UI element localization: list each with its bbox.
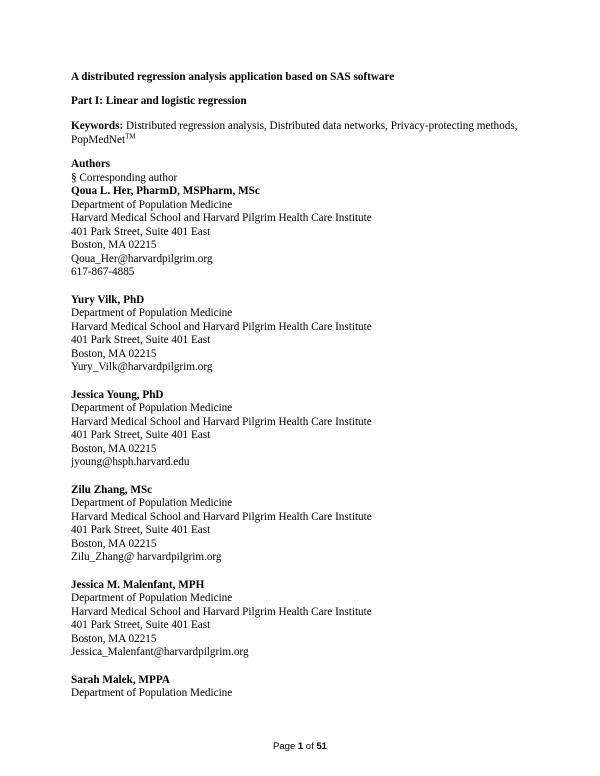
author-street: 401 Park Street, Suite 401 East [71, 334, 211, 346]
author-city: Boston, MA 02215 [71, 442, 157, 455]
page-label: Page [273, 741, 298, 752]
keywords [71, 120, 541, 147]
author-department: Department of Population Medicine [71, 687, 233, 699]
author-organization: Harvard Medical School and Harvard Pilgrim Health Care Institute [71, 605, 372, 618]
author-street: 401 Park Street, Suite 401 East [71, 524, 211, 536]
author-department: Department of Population Medicine [71, 402, 233, 414]
author-name: Zilu Zhang, MSc [71, 483, 153, 496]
author-city: Boston, MA 02215 [71, 537, 157, 550]
page-of-label: of [303, 741, 317, 752]
document-title: A distributed regression analysis application based on SAS software [71, 71, 395, 83]
author-name: Qoua L. Her, PharmD, MSPharm, MSc [71, 185, 260, 197]
page-current: 1 [297, 741, 304, 752]
author-entry [71, 294, 541, 375]
author-entry [71, 484, 541, 565]
author-city: Boston, MA 02215 [71, 347, 157, 360]
author-name: Sarah Malek, MPPA [71, 673, 170, 686]
author-organization: Harvard Medical School and Harvard Pilgrim Health Care Institute [71, 510, 372, 523]
author-entry [71, 185, 541, 280]
author-name: Jessica Young, PhD [71, 388, 164, 401]
author-name: Jessica M. Malenfant, MPH [71, 578, 205, 591]
page-content [71, 71, 541, 715]
author-street: 401 Park Street, Suite 401 East [71, 225, 211, 238]
author-email: Qoua_Her@harvardpilgrim.org [71, 252, 213, 265]
author-entry [71, 579, 541, 660]
author-street: 401 Park Street, Suite 401 East [71, 619, 211, 631]
author-organization: Harvard Medical School and Harvard Pilgrim Health Care Institute [71, 320, 372, 333]
keywords-text: Distributed regression analysis, Distributed data networks, Privacy-protecting methods, PopMedNet [71, 120, 518, 146]
author-entry [71, 674, 541, 701]
authors-heading: Authors [71, 158, 111, 170]
page-total: 51 [316, 741, 327, 752]
part-heading: Part I: Linear and logistic regression [71, 94, 247, 107]
author-name: Yury Vilk, PhD [71, 293, 145, 306]
author-city: Boston, MA 02215 [71, 239, 157, 251]
author-department: Department of Population Medicine [71, 497, 233, 509]
author-email: Zilu_Zhang@ harvardpilgrim.org [71, 551, 222, 563]
author-street: 401 Park Street, Suite 401 East [71, 429, 211, 441]
author-organization: Harvard Medical School and Harvard Pilgrim Health Care Institute [71, 212, 372, 224]
author-department: Department of Population Medicine [71, 307, 233, 319]
author-city: Boston, MA 02215 [71, 632, 157, 645]
corresponding-author-note: § Corresponding author [71, 171, 178, 184]
page-footer [0, 741, 600, 753]
author-email: Yury_Vilk@harvardpilgrim.org [71, 361, 213, 373]
author-email: Jessica_Malenfant@harvardpilgrim.org [71, 646, 249, 658]
keywords-label: Keywords: [71, 120, 124, 132]
author-entry [71, 389, 541, 470]
author-phone: 617-867-4885 [71, 266, 135, 278]
author-department: Department of Population Medicine [71, 592, 233, 604]
author-email: jyoung@hsph.harvard.edu [71, 456, 190, 468]
author-organization: Harvard Medical School and Harvard Pilgrim Health Care Institute [71, 415, 372, 428]
author-department: Department of Population Medicine [71, 198, 233, 211]
trademark-mark: TM [125, 131, 136, 140]
